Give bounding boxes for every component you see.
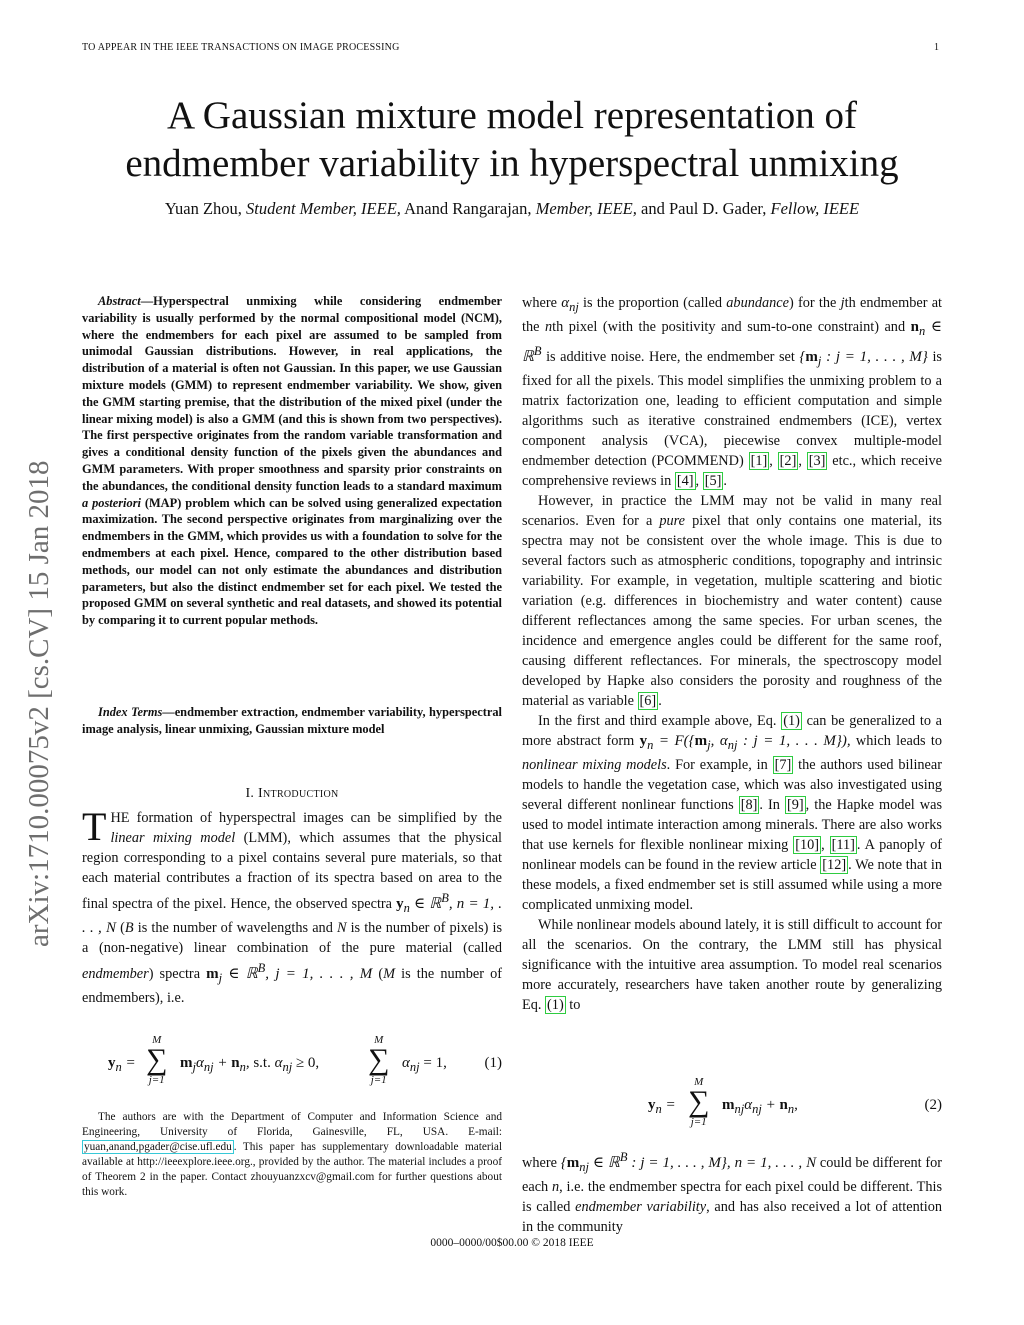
abstract-italic: a posteriori (82, 495, 141, 510)
abstract-text-2: (MAP) problem which can be solved using generalized expectation maximization. The second perspective originates from marginalizing over the endmembers in the GMM, which provides us with a foundation to solve for the endmembers at each pixel. Hence, compared to the other distribution based methods, our model can not only estimate the abundances and distribution parameters, but also the distinct endmember set for each pixel. We tested the proposed GMM on several synthetic and real datasets, and showed its potential by comparing it to current popular methods. (82, 495, 502, 628)
equation-link[interactable]: (1) (783, 713, 800, 729)
email-link[interactable]: yuan,anand,pgader@cise.ufl.edu (84, 1141, 232, 1153)
author-1-name: Yuan Zhou, (164, 199, 242, 218)
body-text: . We note that in these models, a fixed endmember set is still assumed while using a more complicated unmixing model. (522, 857, 942, 913)
equation-1: $y_n$ = M ∑ j=1 $m_j\alpha_{nj} + n_n$, s.t. $\alpha_{nj} \ge 0$, M ∑ j=1 $\alpha_{nj} = 1$, (1) (108, 1034, 502, 1086)
body-text: is the proportion (called (583, 295, 723, 311)
body-text: where (522, 295, 557, 311)
right-column-continued: where {$m_{nj}$ ∈ ℝ$^B$ : j = 1, . . . , M}, n = 1, . . . , N could be different for each n, i.e. the endmember spectra for each pixel could be different. This is called endmember variability, and has also received a lot of attention in the community (522, 1150, 943, 1235)
eq1-geq: ≥ 0, (295, 1055, 320, 1071)
abstract (82, 293, 502, 629)
section-title: Introduction (258, 786, 339, 801)
page-number: 1 (934, 42, 940, 53)
body-text: where (522, 1155, 557, 1171)
abundance-term: abundance (726, 295, 789, 311)
body-text: However, in practice the LMM may not be valid in many real scenarios. Even for a (522, 493, 942, 529)
eq2-number: (2) (924, 1097, 942, 1113)
abstract-label: Abstract (98, 294, 141, 308)
title-line-1: A Gaussian mixture model representation of (167, 94, 857, 137)
citation-link[interactable]: [2] (779, 453, 797, 469)
body-text: to (569, 997, 581, 1013)
body-text: . A panoply of nonlinear models can be found in the review article (522, 837, 943, 873)
body-text: pixel that only contains one material, its spectra may not be consistent over the whole image. This is due to several factors such as atmospheric conditions, topography and intrinsic variability. For example, in vegetation, multiple scattering and biotic variation (e.g. differences in biochemistry and water content) cause different reflectances among the same species. For urban scenes, the incidence and emergence angles could be different for the same roof, causing different reflectances. For minerals, the spectroscopy model developed by Hapke also considers the porosity and roughness of the material as variable (522, 513, 942, 709)
body-text: is fixed for all the pixels. This model simplifies the unmixing problem to a matrix factorization one, leading to efficient computation and simple algorithms such as iterative constrained endmembers (ICE), vertex component analysis (VCA), piecewise convex multiple-model endmember detection (PCOMMEND) (522, 349, 942, 469)
body-text: could be different for each (522, 1155, 943, 1195)
citation-link[interactable]: [11] (831, 837, 855, 853)
citation-link[interactable]: [8] (740, 797, 758, 813)
citation-link[interactable]: [9] (786, 797, 804, 813)
footnote-text: The authors are with the Department of Computer and Information Science and Engineering, University of Florida, Gainesville, FL, USA. E-mail: (82, 1111, 502, 1138)
author-3-name: and Paul D. Gader, (641, 199, 767, 218)
body-text: . In (759, 797, 780, 813)
body-text: , i.e. the endmember spectra for each pixel could be different. This is called (522, 1179, 943, 1215)
intro-text: ) spectra (148, 966, 201, 982)
body-text: In the first and third example above, Eq. (538, 713, 777, 729)
eq1-number: (1) (484, 1055, 502, 1071)
eq1-st: s.t. (253, 1055, 271, 1071)
body-text: While nonlinear models abound lately, it is still difficult to account for all the scenarios. On the contrary, the LMM still has physical significance with the intuitive area assumption. To model real scenarios more accurately, researchers have taken another route by generalizing Eq. (522, 917, 942, 1013)
title-line-2: endmember variability in hyperspectral unmixing (125, 142, 899, 185)
body-text: the authors used bilinear models to handle the vegetation case, which was also investigated using several different nonlinear functions (522, 757, 943, 813)
equation-2: $y_n$ = M ∑ j=1 $m_{nj}\alpha_{nj} + n_n$, (2) (648, 1076, 942, 1128)
copyright-line: 0000–0000/00$00.00 © 2018 IEEE (430, 1237, 594, 1249)
citation-link[interactable]: [1] (750, 453, 768, 469)
equation-link[interactable]: (1) (547, 997, 564, 1013)
intro-text: is the number of wavelengths and (137, 920, 333, 936)
body-text: , the Hapke model was used to model intimate interaction among minerals. There are also works that use kernels for flexible nonlinear mixing (522, 797, 943, 853)
pure-term: pure (659, 513, 686, 529)
author-line (0, 199, 1024, 219)
intro-lmm-term: linear mixing model (110, 830, 236, 846)
index-terms-text: —endmember extraction, endmember variability, hyperspectral image analysis, linear unmixing, Gaussian mixture model (82, 705, 502, 736)
body-text: ) for the (789, 295, 837, 311)
section-heading (82, 786, 502, 802)
intro-text: is the number of endmembers), i.e. (82, 966, 502, 1006)
author-1-role: Student Member, IEEE, (246, 199, 401, 218)
body-text: . For example, in (666, 757, 768, 773)
intro-text: (LMM), which assumes that the physical region corresponding to a pixel contains several pure materials, so that each material contributes a fraction of its spectra based on area to the final spectra of the pixel. Hence, the observed spectra (82, 830, 503, 912)
citation-link[interactable]: [12] (822, 857, 847, 873)
running-head: TO APPEAR IN THE IEEE TRANSACTIONS ON IMAGE PROCESSING (82, 42, 400, 53)
citation-link[interactable]: [3] (808, 453, 826, 469)
citation-link[interactable]: [6] (639, 693, 657, 709)
intro-paragraph: THE formation of hyperspectral images can be simplified by the linear mixing model (LMM), which assumes that the physical region corresponding to a pixel contains several pure materials, so that each material contributes a fraction of its spectra based on area to the final spectra of the pixel. Hence, the observed spectra $y_n$ ∈ ℝ$^B$, n = 1, . . . , N (B is the number of wavelengths and N is the number of pixels) is a (non-negative) linear combination of the pure material (called endmember) spectra $m_j$ ∈ ℝ$^B$, j = 1, . . . , M (M is the number of endmembers), i.e. (82, 804, 503, 1006)
body-text: , and has also received a lot of attention in the community (522, 1199, 942, 1235)
endmember-variability-term: endmember variability (575, 1199, 707, 1215)
citation-link[interactable]: [5] (704, 473, 722, 489)
citation-link[interactable]: [10] (795, 837, 820, 853)
drop-cap: T (82, 804, 107, 849)
body-text: th pixel (with the positivity and sum-to-one constraint) and (552, 319, 906, 335)
body-text: is additive noise. Here, the endmember set (546, 349, 795, 365)
eq1-sub: n (115, 1060, 122, 1074)
author-3-role: Fellow, IEEE (770, 199, 860, 218)
eq1-eq: = 1, (423, 1055, 447, 1071)
intro-endmember-term: endmember (82, 966, 149, 982)
eq1-sum-bottom: j=1 (148, 1074, 165, 1086)
paper-title (0, 92, 1024, 188)
arxiv-stamp-text: arXiv:1710.00075v2 [cs.CV] 15 Jan 2018 (23, 460, 55, 947)
body-text: which leads to (855, 733, 942, 749)
eq2-sum-bottom: j=1 (690, 1116, 707, 1128)
eq1-sum-top: M (152, 1034, 162, 1046)
intro-text: HE formation of hyperspectral images can be simplified by the (110, 810, 502, 826)
intro-text: is the number of pixels) is a (non-negative) linear combination of the pure material (called (82, 920, 503, 956)
index-terms-label: Index Terms (98, 705, 163, 719)
nonlinear-term: nonlinear mixing models (522, 757, 667, 773)
index-terms (82, 704, 502, 738)
author-footnote (82, 1110, 502, 1200)
arxiv-stamp (18, 352, 58, 952)
right-column: where $\alpha_{nj}$ is the proportion (called abundance) for the jth endmember at the nth pixel (with the positivity and sum-to-one constraint) and $n_n$ ∈ ℝ$^B$ is additive noise. Here, the endmember set {$m_j$ : j = 1, . . . , M} is fixed for all the pixels. This model simplifies the unmixing problem to a matrix factorization one, leading to efficient computation and simple algorithms such as iterative constrained endmembers (ICE), vertex component analysis (VCA), piecewise convex multiple-model endmember detection (PCOMMEND) [1] , [2] , [3] etc., which receive comprehensive reviews in [4] , [5] . However, in practice the LMM may not be valid in many real scenarios. Even for a pure pixel that only contains one material, its spectra may not be consistent over the whole image. This is due to several factors such as atmospheric conditions, topography and intrinsic variability. For example, in vegetation, multiple scattering and biotic variation (e.g. differences in biochemistry and water content) cause different reflectances among the same species. For urban scenes, the incidence and emergence angles could be different for the same roof, causing different reflectances. For minerals, the spectroscopy model developed by Hapke also considers the porosity and roughness of the material as variable [6] . In the first and third example above, Eq. (1) can be generalized to a more abstract form $y_n = F(\{m_j$, $\alpha_{nj}$ : j = 1, . . . M}), which leads to nonlinear mixing models. For example, in [7] the authors used bilinear models to handle the vegetation case, which was also investigated using several different nonlinear functions [8] . In [9] , the Hapke model was used to model intimate interaction among minerals. There are also works that use kernels for flexible nonlinear mixing [10] , [11] . A panoply of nonlinear models can be found in the review article [12] . We note that in these models, a fixed endmember set is still assumed while using a more complicated unmixing model. While nonlinear models abound lately, it is still difficult to account for all the scenarios. On the contrary, the LMM still has physical significance with the intuitive area assumption. To model real scenarios more accurately, researchers have taken another route by generalizing Eq. (1) to (522, 295, 943, 1013)
author-2-role: Member, IEEE, (535, 199, 637, 218)
section-number: I. (245, 786, 255, 801)
body-text: etc., which receive comprehensive reviews in (522, 453, 942, 489)
body-text: can be generalized to a more abstract form (522, 713, 943, 749)
body-text: th endmember at the (522, 295, 943, 335)
author-2-name: Anand Rangarajan, (404, 199, 532, 218)
abstract-text: —Hyperspectral unmixing while considering endmember variability is usually performed by the normal compositional model (NCM), where the endmembers for each pixel are assumed to be sampled from unimodal Gaussian distributions. However, in real applications, the distribution of a material is often not Gaussian. In this paper, we use Gaussian mixture models (GMM) to represent endmember variability. We show, given the GMM starting premise, that the distribution of the mixed pixel (under the linear mixing model) is also a GMM (and this is shown from two perspectives). The first perspective originates from the random variable transformation and gives a conditional density function of the pixels given the abundances and GMM parameters. With proper smoothness and sparsity prior constraints on the abundances, the conditional density function leads to a standard maximum (82, 294, 502, 493)
eq2-sum-top: M (694, 1076, 704, 1088)
footnote-text: . This paper has supplementary downloadable material available at http://ieeexplore.ieee.org., provided by the author. The material includes a proof of Theorem 2 in the paper. Contact zhouyuanzxcv@gmail.com for further questions about this work. (82, 1141, 502, 1198)
citation-link[interactable]: [7] (774, 757, 792, 773)
citation-link[interactable]: [4] (676, 473, 694, 489)
